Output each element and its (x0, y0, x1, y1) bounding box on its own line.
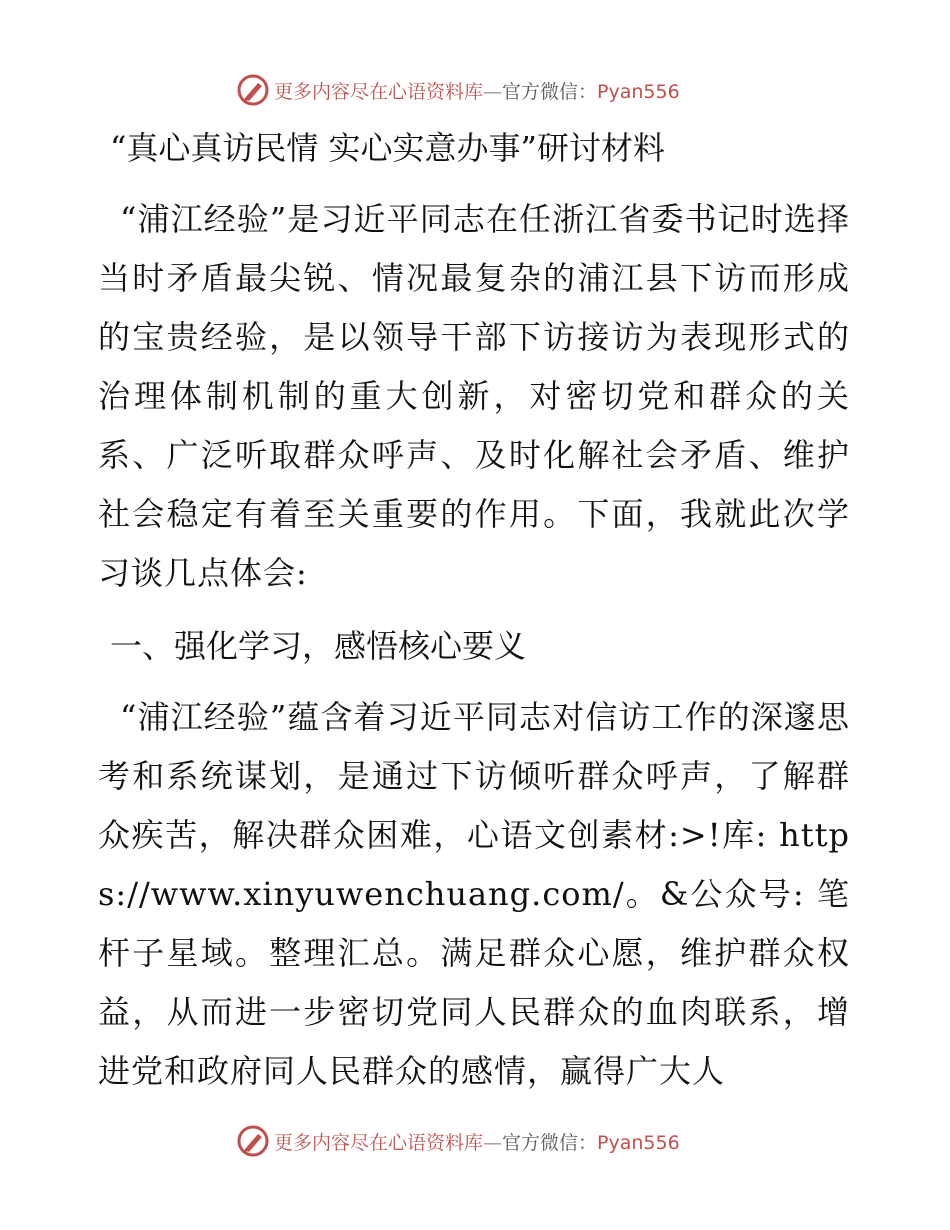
header-watermark (236, 73, 680, 107)
watermark-text: 更多内容尽在心语资料库—官方微信：Pyan556 (274, 1131, 680, 1154)
pen-circle-logo-icon (236, 73, 270, 107)
pen-circle-logo-icon (236, 1124, 270, 1158)
watermark-text: 更多内容尽在心语资料库—官方微信：Pyan556 (274, 80, 680, 103)
paragraph-intro (98, 190, 850, 603)
paragraph-section-1 (98, 688, 850, 1101)
section-heading-1: 一、强化学习，感悟核心要义 (110, 627, 527, 665)
paragraph-section-1-text: “浦江经验”蕴含着习近平同志对信访工作的深邃思考和系统谋划，是通过下访倾听群众呼声，了解群众疾苦，解决群众困难，心语文创素材:>!库: https://www.xinyuwenchuang.com/。&公众号: 笔杆子星域。整理汇总。满足群众心愿，维护群众权益，从而进一步密切党同人民群众的血肉联系，增进党和政府同人民群众的感情，赢得广大人 (98, 698, 850, 1090)
paragraph-intro-text: “浦江经验”是习近平同志在任浙江省委书记时选择当时矛盾最尖锐、情况最复杂的浦江县下访而形成的宝贵经验，是以领导干部下访接访为表现形式的治理体制机制的重大创新，对密切党和群众的关系、广泛听取群众呼声、及时化解社会矛盾、维护社会稳定有着至关重要的作用。下面，我就此次学习谈几点体会: (98, 200, 850, 592)
document-title: “真心真访民情 实心实意办事”研讨材料 (110, 129, 665, 167)
footer-watermark (236, 1124, 680, 1158)
